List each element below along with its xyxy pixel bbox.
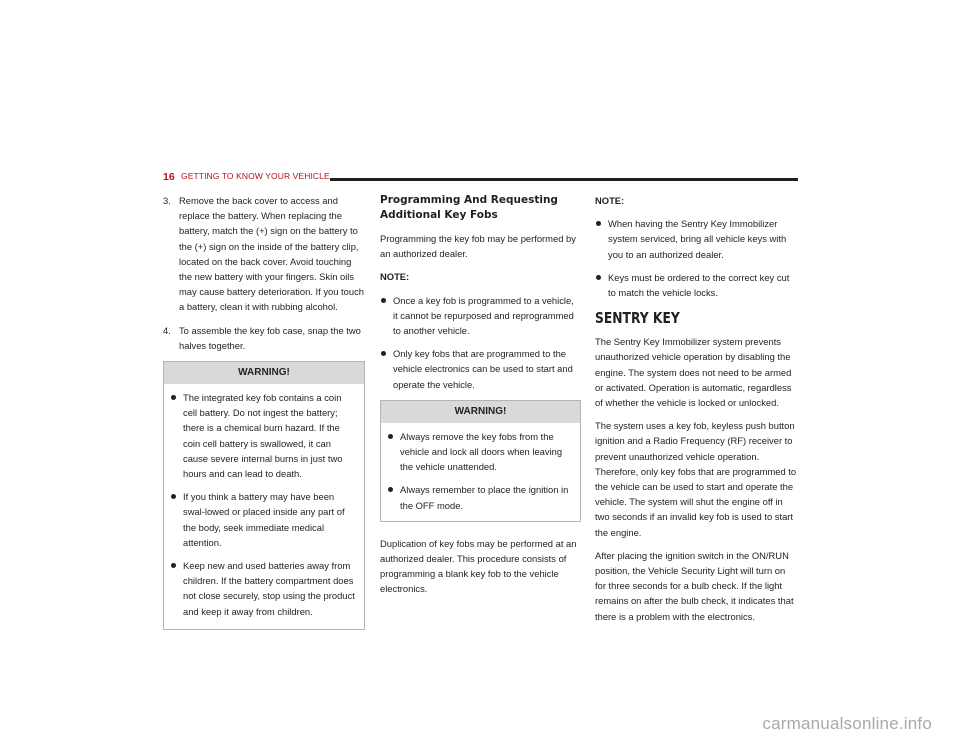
note-item: Keys must be ordered to the correct key cut to match the vehicle locks. (595, 270, 797, 300)
section-heading: SENTRY KEY (595, 309, 680, 328)
step-3 (163, 193, 365, 315)
note-item: When having the Sentry Key Immobilizer system serviced, bring all vehicle keys with you to an authorized dealer. (595, 216, 797, 262)
step-text: Remove the back cover to access and replace the battery. When replacing the battery, match the (+) sign on the battery to the (+) sign on the inside of the battery clip, located on the back cover. Avoid touching the new battery with your fingers. Skin oils may cause battery deterioration. If you touch a battery, clean it with rubbing alcohol. (179, 195, 364, 313)
note-label: NOTE: (595, 195, 625, 206)
subheading: Programming And Requesting Additional Key Fobs (380, 194, 558, 221)
step-4 (163, 323, 365, 353)
key-fob-warning-box (380, 400, 581, 522)
battery-warning-box (163, 361, 365, 630)
warning-item: If you think a battery may have been swal-lowed or placed inside any part of the body, seek immediate medical attention. (170, 489, 358, 550)
intro-paragraph: Programming the key fob may be performed by an authorized dealer. (380, 233, 576, 260)
closing-paragraph: Duplication of key fobs may be performed at an authorized dealer. This procedure consists of programming a blank key fob to the vehicle electronics. (380, 537, 577, 595)
note-item: Once a key fob is programmed to a vehicle, it cannot be repurposed and reprogrammed to another vehicle. (380, 293, 581, 339)
column-middle (380, 193, 581, 605)
warning-title: WARNING! (381, 401, 580, 423)
warning-item: Always remove the key fobs from the vehicle and lock all doors when leaving the vehicle unattended. (387, 429, 574, 475)
warning-item: The integrated key fob contains a coin cell battery. Do not ingest the battery; there is a chemical burn hazard. If the coin cell battery is swallowed, it can cause severe internal burns in just two hours and can lead to death. (170, 390, 358, 481)
section-title: GETTING TO KNOW YOUR VEHICLE (181, 171, 330, 181)
warning-item: Always remember to place the ignition in the OFF mode. (387, 482, 574, 512)
page-header (163, 171, 798, 185)
watermark-text: carmanualsonline.info (762, 714, 932, 733)
body-paragraph: The system uses a key fob, keyless push button ignition and a Radio Frequency (RF) receiver to prevent unauthorized vehicle operation. Therefore, only key fobs that are programmed to the vehicle can be used to start and operate the vehicle. The system will shut the engine off in two seconds if an invalid key fob is used to start the engine. (595, 420, 797, 538)
body-paragraph: After placing the ignition switch in the ON/RUN position, the Vehicle Security Light will turn on for three seconds for a bulb check. If the light remains on after the bulb check, it indicates that there is a problem with the electronics. (595, 549, 794, 622)
warning-item: Keep new and used batteries away from children. If the battery compartment does not close securely, stop using the product and keep it away from children. (170, 558, 358, 619)
header-rule (330, 178, 798, 181)
note-item: Only key fobs that are programmed to the vehicle electronics can be used to start and operate the vehicle. (380, 346, 581, 392)
page-number: 16 (163, 171, 175, 183)
note-label: NOTE: (380, 271, 410, 283)
column-right (595, 193, 797, 632)
column-left (163, 193, 365, 630)
step-number: 3. (163, 195, 171, 206)
step-number: 4. (163, 324, 171, 336)
step-text: To assemble the key fob case, snap the two halves together. (179, 324, 361, 351)
body-paragraph: The Sentry Key Immobilizer system prevents unauthorized vehicle operation by disabling the engine. The system does not need to be armed or activated. Operation is automatic, regardless of whether the vehicle is locked or unlocked. (595, 336, 792, 409)
warning-title: WARNING! (164, 362, 364, 384)
